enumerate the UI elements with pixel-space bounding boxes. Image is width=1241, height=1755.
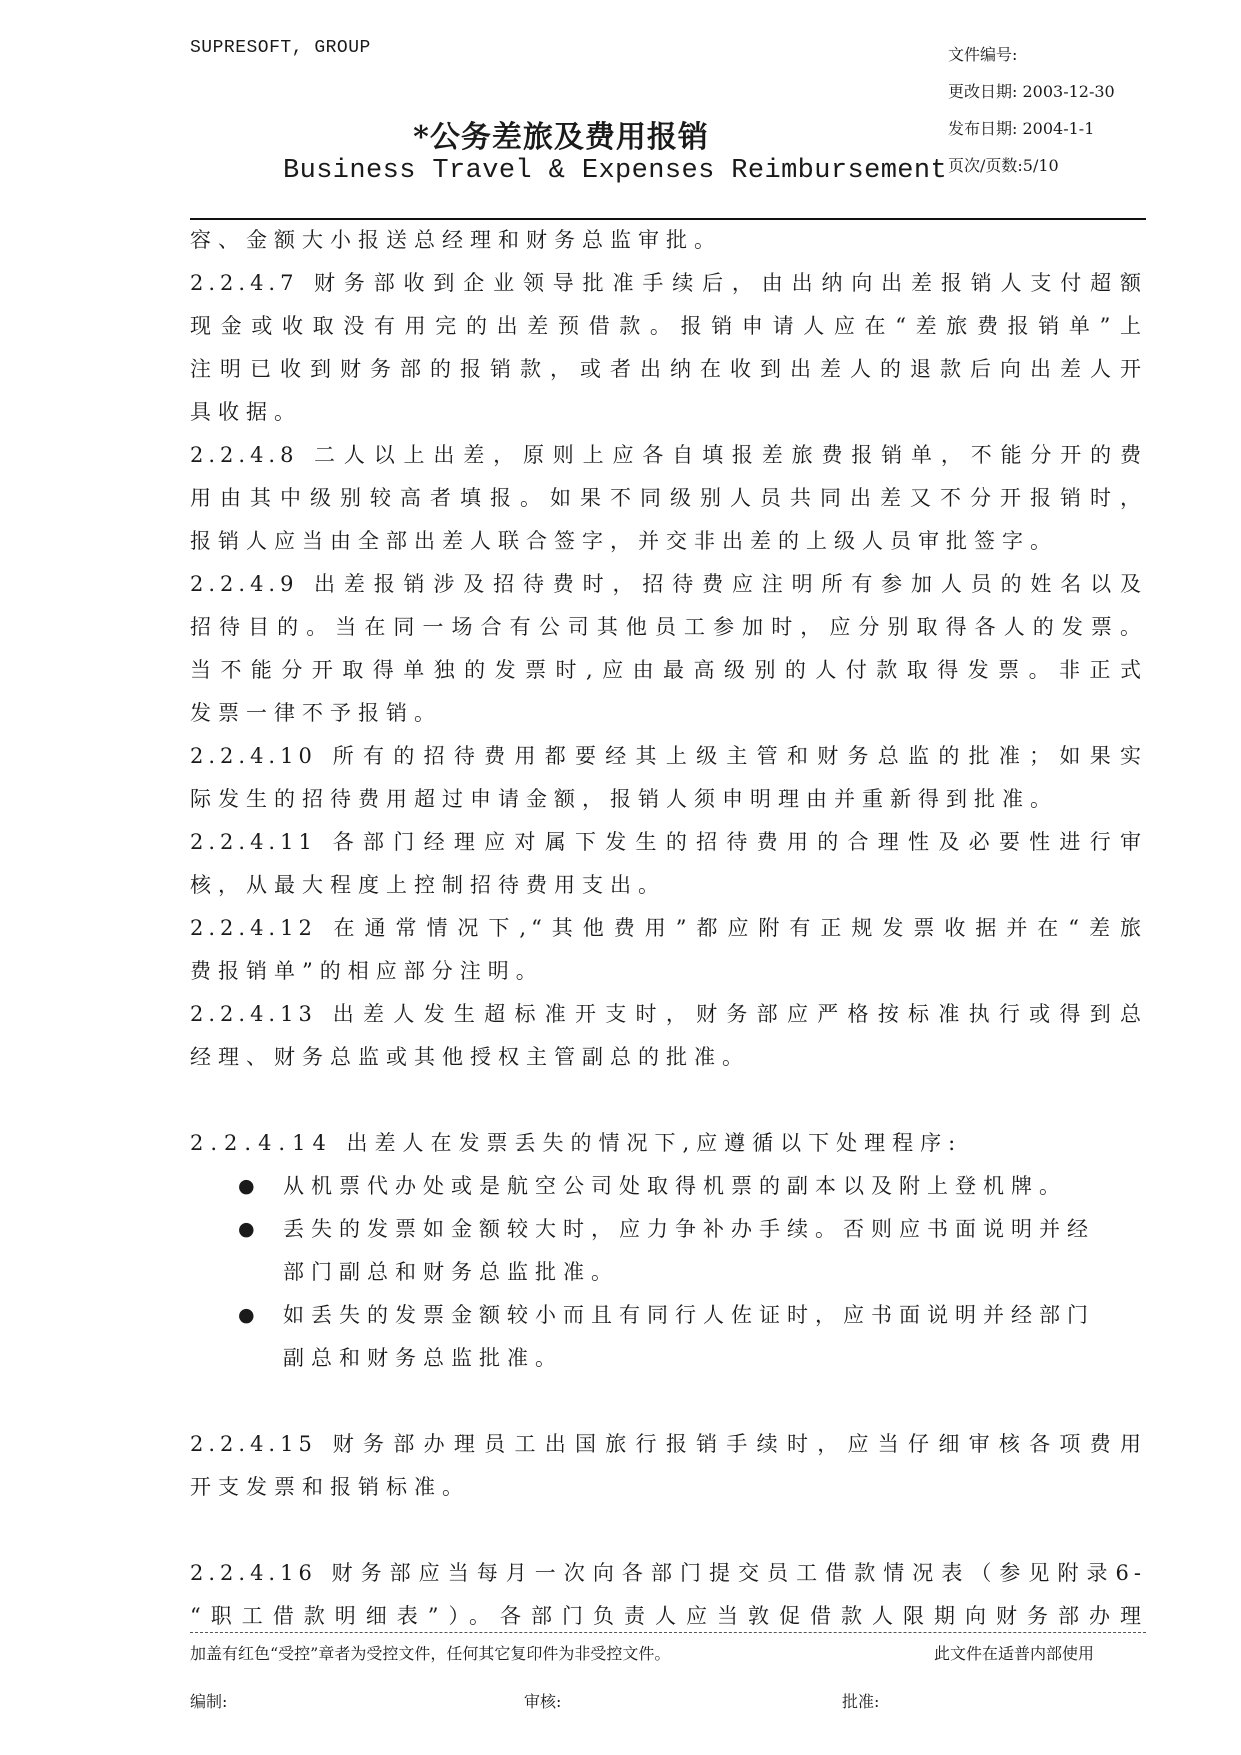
body-line: 2.2.4.16 财务部应当每月一次向各部门提交员工借款情况表（参见附录6-	[190, 1561, 1146, 1585]
body-line: 2.2.4.8 二人以上出差，原则上应各自填报差旅费报销单，不能分开的费	[190, 443, 1146, 467]
body-line: 2.2.4.9 出差报销涉及招待费时，招待费应注明所有参加人员的姓名以及	[190, 572, 1146, 596]
list-item	[190, 1294, 1146, 1337]
body-line: 发票一律不予报销。	[190, 701, 442, 725]
list-item-text: 如丢失的发票金额较小而且有同行人佐证时，应书面说明并经部门	[283, 1303, 1095, 1327]
paragraph-gap	[190, 1079, 1146, 1122]
document-number-label: 文件编号:	[948, 45, 1018, 64]
list-item-text: 丢失的发票如金额较大时，应力争补办手续。否则应书面说明并经	[283, 1217, 1095, 1241]
paragraph-gap	[190, 1509, 1146, 1552]
list-item-continuation: 部门副总和财务总监批准。	[283, 1260, 619, 1284]
release-date: 发布日期: 2004-1-1	[948, 119, 1095, 138]
list-item-text: 从机票代办处或是航空公司处取得机票的副本以及附上登机牌。	[283, 1174, 1067, 1198]
body-line: 用由其中级别较高者填报。如果不同级别人员共同出差又不分开报销时，	[190, 486, 1146, 510]
document-title-english: Business Travel & Expenses Reimbursement	[283, 156, 948, 186]
body-line: 2.2.4.13 出差人发生超标准开支时，财务部应严格按标准执行或得到总	[190, 1002, 1146, 1026]
body-line: “职工借款明细表”）。各部门负责人应当敦促借款人限期向财务部办理	[190, 1604, 1146, 1628]
body-line: 2.2.4.12 在通常情况下,“其他费用”都应附有正规发票收据并在“差旅	[190, 916, 1146, 940]
body-line: 当不能分开取得单独的发票时,应由最高级别的人付款取得发票。非正式	[190, 658, 1146, 682]
document-body	[190, 219, 1146, 1638]
document-meta	[948, 36, 1115, 184]
footer-rule	[190, 1632, 1146, 1633]
body-line: 具收据。	[190, 400, 302, 424]
revised-date: 更改日期: 2003-12-30	[948, 82, 1115, 101]
body-line: 2.2.4.11 各部门经理应对属下发生的招待费用的合理性及必要性进行审	[190, 830, 1146, 854]
body-line: 开支发票和报销标准。	[190, 1475, 470, 1499]
bullet-icon: ●	[238, 1218, 255, 1240]
bullet-icon: ●	[238, 1175, 255, 1197]
body-line: 容、金额大小报送总经理和财务总监审批。	[190, 228, 722, 252]
body-line: 报销人应当由全部出差人联合签字，并交非出差的上级人员审批签字。	[190, 529, 1058, 553]
body-line: 经理、财务总监或其他授权主管副总的批准。	[190, 1045, 750, 1069]
body-line: 招待目的。当在同一场合有公司其他员工参加时，应分别取得各人的发票。	[190, 615, 1146, 639]
list-item	[190, 1208, 1146, 1251]
body-line: 注明已收到财务部的报销款，或者出纳在收到出差人的退款后向出差人开	[190, 357, 1146, 381]
page-info: 页次/页数:5/10	[948, 156, 1059, 175]
body-line: 费报销单”的相应部分注明。	[190, 959, 544, 983]
control-note: 加盖有红色“受控”章者为受控文件，任何其它复印件为非受控文件。	[190, 1644, 671, 1663]
body-line: 2.2.4.7 财务部收到企业领导批准手续后，由出纳向出差报销人支付超额	[190, 271, 1146, 295]
editor-label: 编制:	[190, 1692, 228, 1711]
body-line: 2.2.4.10 所有的招待费用都要经其上级主管和财务总监的批准；如果实	[190, 744, 1146, 768]
internal-use-note: 此文件在适普内部使用	[934, 1644, 1095, 1663]
body-line: 2.2.4.15 财务部办理员工出国旅行报销手续时，应当仔细审核各项费用	[190, 1432, 1146, 1456]
approver-label: 批准:	[842, 1692, 880, 1711]
document-title-chinese: *公务差旅及费用报销	[413, 120, 709, 155]
list-item	[190, 1165, 1146, 1208]
body-line: 核，从最大程度上控制招待费用支出。	[190, 873, 666, 897]
body-line: 现金或收取没有用完的出差预借款。报销申请人应在“差旅费报销单”上	[190, 314, 1146, 338]
bullet-icon: ●	[238, 1304, 255, 1326]
body-line: 际发生的招待费用超过申请金额，报销人须申明理由并重新得到批准。	[190, 787, 1058, 811]
list-item-continuation: 副总和财务总监批准。	[283, 1346, 563, 1370]
company-name: SUPRESOFT, GROUP	[190, 38, 371, 58]
section-2-2-4-14-title: 2.2.4.14 出差人在发票丢失的情况下,应遵循以下处理程序:	[190, 1131, 963, 1155]
reviewer-label: 审核:	[524, 1692, 562, 1711]
paragraph-gap	[190, 1380, 1146, 1423]
